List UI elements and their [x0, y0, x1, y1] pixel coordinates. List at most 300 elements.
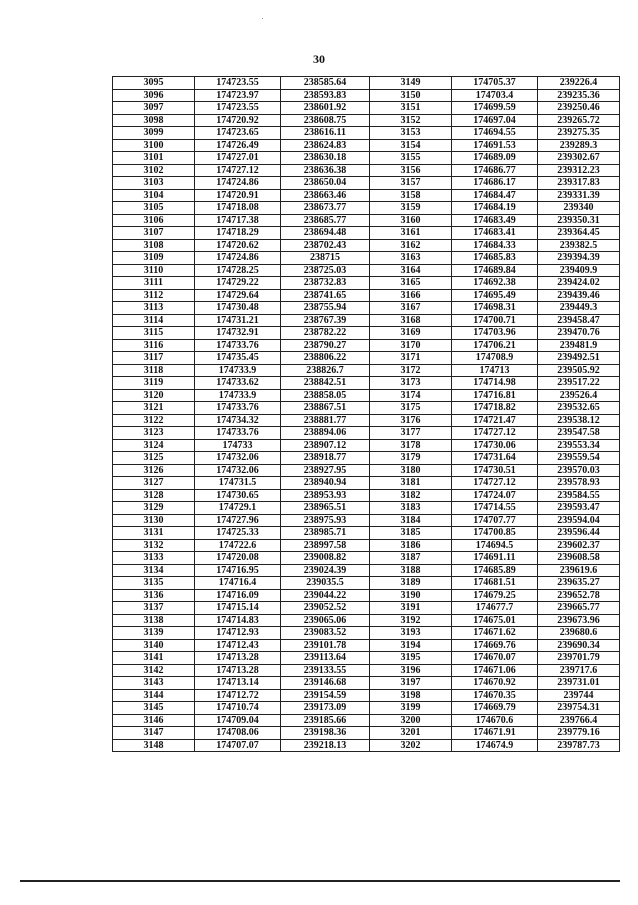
y-coordinate-left-cell: 238725.03 [281, 264, 370, 277]
point-number-right-cell: 3159 [370, 202, 452, 215]
y-coordinate-left-cell: 238601.92 [281, 102, 370, 115]
x-coordinate-right-cell: 174670.6 [452, 714, 538, 727]
point-number-left-cell: 3124 [113, 439, 195, 452]
x-coordinate-right-cell: 174703.4 [452, 89, 538, 102]
point-number-right-cell: 3188 [370, 564, 452, 577]
y-coordinate-right-cell: 239481.9 [538, 339, 620, 352]
point-number-right-cell: 3168 [370, 314, 452, 327]
table-row [113, 714, 620, 727]
y-coordinate-right-cell: 239731.01 [538, 677, 620, 690]
table-row [113, 702, 620, 715]
point-number-right-cell: 3157 [370, 177, 452, 190]
y-coordinate-left-cell: 239198.36 [281, 727, 370, 740]
point-number-right-cell: 3175 [370, 402, 452, 415]
x-coordinate-right-cell: 174681.51 [452, 577, 538, 590]
point-number-right-cell: 3191 [370, 602, 452, 615]
x-coordinate-right-cell: 174691.53 [452, 139, 538, 152]
y-coordinate-right-cell: 239275.35 [538, 127, 620, 140]
point-number-right-cell: 3200 [370, 714, 452, 727]
point-number-right-cell: 3183 [370, 502, 452, 515]
x-coordinate-right-cell: 174730.06 [452, 439, 538, 452]
x-coordinate-left-cell: 174729.64 [195, 289, 281, 302]
x-coordinate-left-cell: 174707.07 [195, 739, 281, 752]
x-coordinate-left-cell: 174712.93 [195, 627, 281, 640]
y-coordinate-right-cell: 239302.67 [538, 152, 620, 165]
point-number-left-cell: 3096 [113, 89, 195, 102]
point-number-right-cell: 3184 [370, 514, 452, 527]
x-coordinate-right-cell: 174669.76 [452, 639, 538, 652]
point-number-left-cell: 3130 [113, 514, 195, 527]
x-coordinate-right-cell: 174699.59 [452, 102, 538, 115]
y-coordinate-left-cell: 239101.78 [281, 639, 370, 652]
y-coordinate-right-cell: 239364.45 [538, 227, 620, 240]
point-number-left-cell: 3114 [113, 314, 195, 327]
x-coordinate-right-cell: 174707.77 [452, 514, 538, 527]
point-number-left-cell: 3140 [113, 639, 195, 652]
point-number-left-cell: 3148 [113, 739, 195, 752]
point-number-left-cell: 3129 [113, 502, 195, 515]
table-row [113, 589, 620, 602]
y-coordinate-right-cell: 239492.51 [538, 352, 620, 365]
y-coordinate-left-cell: 238650.04 [281, 177, 370, 190]
table-row [113, 152, 620, 165]
y-coordinate-left-cell: 238965.51 [281, 502, 370, 515]
point-number-left-cell: 3132 [113, 539, 195, 552]
y-coordinate-left-cell: 238985.71 [281, 527, 370, 540]
x-coordinate-left-cell: 174725.33 [195, 527, 281, 540]
point-number-left-cell: 3098 [113, 114, 195, 127]
point-number-left-cell: 3097 [113, 102, 195, 115]
y-coordinate-right-cell: 239754.31 [538, 702, 620, 715]
point-number-left-cell: 3135 [113, 577, 195, 590]
table-row [113, 464, 620, 477]
table-row [113, 364, 620, 377]
point-number-right-cell: 3164 [370, 264, 452, 277]
y-coordinate-left-cell: 238858.05 [281, 389, 370, 402]
y-coordinate-right-cell: 239505.92 [538, 364, 620, 377]
point-number-left-cell: 3113 [113, 302, 195, 315]
x-coordinate-left-cell: 174730.65 [195, 489, 281, 502]
x-coordinate-left-cell: 174734.32 [195, 414, 281, 427]
x-coordinate-left-cell: 174717.38 [195, 214, 281, 227]
table-row [113, 377, 620, 390]
x-coordinate-left-cell: 174728.25 [195, 264, 281, 277]
y-coordinate-left-cell: 239146.68 [281, 677, 370, 690]
y-coordinate-right-cell: 239458.47 [538, 314, 620, 327]
y-coordinate-left-cell: 239024.39 [281, 564, 370, 577]
point-number-right-cell: 3201 [370, 727, 452, 740]
point-number-right-cell: 3173 [370, 377, 452, 390]
page-number: 30 [313, 52, 325, 66]
y-coordinate-left-cell: 239185.66 [281, 714, 370, 727]
x-coordinate-left-cell: 174710.74 [195, 702, 281, 715]
point-number-left-cell: 3105 [113, 202, 195, 215]
table-row [113, 277, 620, 290]
x-coordinate-left-cell: 174722.6 [195, 539, 281, 552]
table-row [113, 389, 620, 402]
y-coordinate-right-cell: 239517.22 [538, 377, 620, 390]
y-coordinate-left-cell: 238593.83 [281, 89, 370, 102]
table-row [113, 252, 620, 265]
y-coordinate-right-cell: 239235.36 [538, 89, 620, 102]
point-number-left-cell: 3107 [113, 227, 195, 240]
table-row [113, 652, 620, 665]
y-coordinate-right-cell: 239602.37 [538, 539, 620, 552]
point-number-right-cell: 3170 [370, 339, 452, 352]
x-coordinate-right-cell: 174683.41 [452, 227, 538, 240]
coordinates-table [112, 76, 620, 752]
point-number-left-cell: 3127 [113, 477, 195, 490]
table-row [113, 614, 620, 627]
y-coordinate-right-cell: 239570.03 [538, 464, 620, 477]
x-coordinate-right-cell: 174669.79 [452, 702, 538, 715]
x-coordinate-left-cell: 174732.91 [195, 327, 281, 340]
y-coordinate-left-cell: 238732.83 [281, 277, 370, 290]
x-coordinate-left-cell: 174720.91 [195, 189, 281, 202]
x-coordinate-left-cell: 174733.9 [195, 364, 281, 377]
x-coordinate-right-cell: 174671.91 [452, 727, 538, 740]
table-row [113, 552, 620, 565]
point-number-left-cell: 3141 [113, 652, 195, 665]
x-coordinate-right-cell: 174685.89 [452, 564, 538, 577]
x-coordinate-right-cell: 174727.12 [452, 427, 538, 440]
y-coordinate-right-cell: 239317.83 [538, 177, 620, 190]
x-coordinate-right-cell: 174694.55 [452, 127, 538, 140]
point-number-right-cell: 3160 [370, 214, 452, 227]
table-row [113, 452, 620, 465]
x-coordinate-left-cell: 174732.06 [195, 452, 281, 465]
x-coordinate-left-cell: 174724.86 [195, 252, 281, 265]
table-row [113, 489, 620, 502]
y-coordinate-left-cell: 238616.11 [281, 127, 370, 140]
point-number-left-cell: 3122 [113, 414, 195, 427]
x-coordinate-left-cell: 174731.21 [195, 314, 281, 327]
point-number-right-cell: 3195 [370, 652, 452, 665]
y-coordinate-left-cell: 238997.58 [281, 539, 370, 552]
table-row [113, 727, 620, 740]
y-coordinate-right-cell: 239382.5 [538, 239, 620, 252]
point-number-left-cell: 3138 [113, 614, 195, 627]
x-coordinate-right-cell: 174674.9 [452, 739, 538, 752]
point-number-right-cell: 3196 [370, 664, 452, 677]
y-coordinate-left-cell: 238608.75 [281, 114, 370, 127]
point-number-left-cell: 3118 [113, 364, 195, 377]
point-number-right-cell: 3166 [370, 289, 452, 302]
point-number-left-cell: 3103 [113, 177, 195, 190]
point-number-right-cell: 3189 [370, 577, 452, 590]
point-number-right-cell: 3198 [370, 689, 452, 702]
point-number-left-cell: 3110 [113, 264, 195, 277]
y-coordinate-left-cell: 238624.83 [281, 139, 370, 152]
y-coordinate-left-cell: 238782.22 [281, 327, 370, 340]
y-coordinate-left-cell: 239113.64 [281, 652, 370, 665]
x-coordinate-right-cell: 174684.19 [452, 202, 538, 215]
point-number-right-cell: 3153 [370, 127, 452, 140]
y-coordinate-right-cell: 239265.72 [538, 114, 620, 127]
x-coordinate-right-cell: 174670.92 [452, 677, 538, 690]
x-coordinate-right-cell: 174684.33 [452, 239, 538, 252]
point-number-right-cell: 3149 [370, 77, 452, 90]
x-coordinate-left-cell: 174727.01 [195, 152, 281, 165]
y-coordinate-right-cell: 239250.46 [538, 102, 620, 115]
x-coordinate-left-cell: 174731.5 [195, 477, 281, 490]
x-coordinate-left-cell: 174733.76 [195, 339, 281, 352]
bottom-rule [20, 880, 620, 882]
point-number-right-cell: 3150 [370, 89, 452, 102]
table-row [113, 502, 620, 515]
point-number-left-cell: 3123 [113, 427, 195, 440]
table-row [113, 514, 620, 527]
table-row [113, 139, 620, 152]
point-number-right-cell: 3193 [370, 627, 452, 640]
y-coordinate-right-cell: 239538.12 [538, 414, 620, 427]
table-row [113, 677, 620, 690]
point-number-right-cell: 3152 [370, 114, 452, 127]
table-row [113, 327, 620, 340]
y-coordinate-left-cell: 238715 [281, 252, 370, 265]
y-coordinate-right-cell: 239701.79 [538, 652, 620, 665]
point-number-right-cell: 3180 [370, 464, 452, 477]
point-number-left-cell: 3146 [113, 714, 195, 727]
x-coordinate-left-cell: 174720.08 [195, 552, 281, 565]
y-coordinate-right-cell: 239619.6 [538, 564, 620, 577]
x-coordinate-right-cell: 174692.38 [452, 277, 538, 290]
point-number-right-cell: 3151 [370, 102, 452, 115]
y-coordinate-right-cell: 239449.3 [538, 302, 620, 315]
table-row [113, 89, 620, 102]
x-coordinate-right-cell: 174695.49 [452, 289, 538, 302]
x-coordinate-right-cell: 174671.06 [452, 664, 538, 677]
y-coordinate-right-cell: 239690.34 [538, 639, 620, 652]
y-coordinate-right-cell: 239593.47 [538, 502, 620, 515]
x-coordinate-left-cell: 174708.06 [195, 727, 281, 740]
y-coordinate-left-cell: 239218.13 [281, 739, 370, 752]
y-coordinate-left-cell: 238894.06 [281, 427, 370, 440]
x-coordinate-right-cell: 174697.04 [452, 114, 538, 127]
y-coordinate-right-cell: 239526.4 [538, 389, 620, 402]
x-coordinate-right-cell: 174683.49 [452, 214, 538, 227]
point-number-left-cell: 3112 [113, 289, 195, 302]
point-number-left-cell: 3145 [113, 702, 195, 715]
point-number-right-cell: 3192 [370, 614, 452, 627]
x-coordinate-left-cell: 174714.83 [195, 614, 281, 627]
y-coordinate-left-cell: 239154.59 [281, 689, 370, 702]
y-coordinate-right-cell: 239312.23 [538, 164, 620, 177]
x-coordinate-left-cell: 174709.04 [195, 714, 281, 727]
y-coordinate-left-cell: 238927.95 [281, 464, 370, 477]
x-coordinate-left-cell: 174715.14 [195, 602, 281, 615]
point-number-left-cell: 3137 [113, 602, 195, 615]
table-row [113, 602, 620, 615]
point-number-left-cell: 3143 [113, 677, 195, 690]
x-coordinate-right-cell: 174670.35 [452, 689, 538, 702]
y-coordinate-left-cell: 239035.5 [281, 577, 370, 590]
y-coordinate-right-cell: 239584.55 [538, 489, 620, 502]
y-coordinate-right-cell: 239665.77 [538, 602, 620, 615]
point-number-right-cell: 3163 [370, 252, 452, 265]
x-coordinate-right-cell: 174727.12 [452, 477, 538, 490]
point-number-left-cell: 3116 [113, 339, 195, 352]
y-coordinate-left-cell: 238685.77 [281, 214, 370, 227]
point-number-right-cell: 3177 [370, 427, 452, 440]
scan-speck [262, 18, 263, 19]
y-coordinate-right-cell: 239424.02 [538, 277, 620, 290]
point-number-left-cell: 3147 [113, 727, 195, 740]
y-coordinate-right-cell: 239439.46 [538, 289, 620, 302]
x-coordinate-left-cell: 174718.08 [195, 202, 281, 215]
y-coordinate-right-cell: 239608.58 [538, 552, 620, 565]
point-number-right-cell: 3190 [370, 589, 452, 602]
point-number-left-cell: 3126 [113, 464, 195, 477]
point-number-right-cell: 3161 [370, 227, 452, 240]
y-coordinate-right-cell: 239717.6 [538, 664, 620, 677]
y-coordinate-left-cell: 238806.22 [281, 352, 370, 365]
point-number-right-cell: 3158 [370, 189, 452, 202]
x-coordinate-right-cell: 174700.85 [452, 527, 538, 540]
x-coordinate-left-cell: 174727.96 [195, 514, 281, 527]
point-number-left-cell: 3099 [113, 127, 195, 140]
x-coordinate-right-cell: 174691.11 [452, 552, 538, 565]
point-number-left-cell: 3106 [113, 214, 195, 227]
x-coordinate-right-cell: 174718.82 [452, 402, 538, 415]
table-row [113, 227, 620, 240]
point-number-left-cell: 3111 [113, 277, 195, 290]
y-coordinate-right-cell: 239787.73 [538, 739, 620, 752]
point-number-right-cell: 3155 [370, 152, 452, 165]
x-coordinate-left-cell: 174712.43 [195, 639, 281, 652]
x-coordinate-right-cell: 174694.5 [452, 539, 538, 552]
table-row [113, 339, 620, 352]
y-coordinate-left-cell: 238881.77 [281, 414, 370, 427]
x-coordinate-left-cell: 174723.55 [195, 102, 281, 115]
x-coordinate-right-cell: 174714.55 [452, 502, 538, 515]
x-coordinate-right-cell: 174671.62 [452, 627, 538, 640]
x-coordinate-left-cell: 174723.55 [195, 77, 281, 90]
x-coordinate-left-cell: 174732.06 [195, 464, 281, 477]
x-coordinate-right-cell: 174689.09 [452, 152, 538, 165]
x-coordinate-left-cell: 174720.62 [195, 239, 281, 252]
point-number-right-cell: 3185 [370, 527, 452, 540]
x-coordinate-left-cell: 174729.22 [195, 277, 281, 290]
y-coordinate-left-cell: 238842.51 [281, 377, 370, 390]
x-coordinate-right-cell: 174686.77 [452, 164, 538, 177]
y-coordinate-right-cell: 239532.65 [538, 402, 620, 415]
point-number-right-cell: 3165 [370, 277, 452, 290]
x-coordinate-left-cell: 174716.09 [195, 589, 281, 602]
x-coordinate-right-cell: 174675.01 [452, 614, 538, 627]
table-row [113, 402, 620, 415]
y-coordinate-right-cell: 239409.9 [538, 264, 620, 277]
table-row [113, 439, 620, 452]
point-number-right-cell: 3174 [370, 389, 452, 402]
table-row [113, 314, 620, 327]
point-number-left-cell: 3134 [113, 564, 195, 577]
y-coordinate-left-cell: 238907.12 [281, 439, 370, 452]
y-coordinate-right-cell: 239559.54 [538, 452, 620, 465]
y-coordinate-left-cell: 239083.52 [281, 627, 370, 640]
point-number-left-cell: 3136 [113, 589, 195, 602]
y-coordinate-left-cell: 238585.64 [281, 77, 370, 90]
y-coordinate-left-cell: 238767.39 [281, 314, 370, 327]
x-coordinate-right-cell: 174713 [452, 364, 538, 377]
table-row [113, 689, 620, 702]
point-number-right-cell: 3179 [370, 452, 452, 465]
table-row [113, 527, 620, 540]
x-coordinate-right-cell: 174689.84 [452, 264, 538, 277]
y-coordinate-left-cell: 238702.43 [281, 239, 370, 252]
x-coordinate-left-cell: 174720.92 [195, 114, 281, 127]
x-coordinate-right-cell: 174698.31 [452, 302, 538, 315]
point-number-right-cell: 3171 [370, 352, 452, 365]
y-coordinate-left-cell: 238790.27 [281, 339, 370, 352]
x-coordinate-left-cell: 174723.97 [195, 89, 281, 102]
point-number-right-cell: 3156 [370, 164, 452, 177]
point-number-right-cell: 3199 [370, 702, 452, 715]
y-coordinate-left-cell: 238940.94 [281, 477, 370, 490]
x-coordinate-right-cell: 174716.81 [452, 389, 538, 402]
y-coordinate-left-cell: 238755.94 [281, 302, 370, 315]
x-coordinate-right-cell: 174705.37 [452, 77, 538, 90]
point-number-right-cell: 3197 [370, 677, 452, 690]
table-row [113, 564, 620, 577]
point-number-left-cell: 3120 [113, 389, 195, 402]
x-coordinate-left-cell: 174716.95 [195, 564, 281, 577]
point-number-left-cell: 3142 [113, 664, 195, 677]
x-coordinate-left-cell: 174735.45 [195, 352, 281, 365]
point-number-left-cell: 3100 [113, 139, 195, 152]
table-row [113, 577, 620, 590]
y-coordinate-right-cell: 239226.4 [538, 77, 620, 90]
table-row [113, 539, 620, 552]
point-number-right-cell: 3162 [370, 239, 452, 252]
x-coordinate-right-cell: 174708.9 [452, 352, 538, 365]
point-number-left-cell: 3128 [113, 489, 195, 502]
table-row [113, 77, 620, 90]
point-number-right-cell: 3182 [370, 489, 452, 502]
y-coordinate-left-cell: 239052.52 [281, 602, 370, 615]
y-coordinate-left-cell: 239044.22 [281, 589, 370, 602]
point-number-left-cell: 3102 [113, 164, 195, 177]
x-coordinate-left-cell: 174733 [195, 439, 281, 452]
x-coordinate-left-cell: 174713.14 [195, 677, 281, 690]
x-coordinate-right-cell: 174686.17 [452, 177, 538, 190]
y-coordinate-left-cell: 238918.77 [281, 452, 370, 465]
y-coordinate-right-cell: 239680.6 [538, 627, 620, 640]
table-row [113, 739, 620, 752]
point-number-left-cell: 3119 [113, 377, 195, 390]
x-coordinate-left-cell: 174716.4 [195, 577, 281, 590]
y-coordinate-right-cell: 239394.39 [538, 252, 620, 265]
table-row [113, 352, 620, 365]
y-coordinate-right-cell: 239553.34 [538, 439, 620, 452]
table-row [113, 164, 620, 177]
table-row [113, 289, 620, 302]
table-row [113, 414, 620, 427]
point-number-left-cell: 3144 [113, 689, 195, 702]
point-number-right-cell: 3169 [370, 327, 452, 340]
y-coordinate-left-cell: 238953.93 [281, 489, 370, 502]
point-number-left-cell: 3108 [113, 239, 195, 252]
point-number-left-cell: 3139 [113, 627, 195, 640]
table-row [113, 302, 620, 315]
y-coordinate-left-cell: 239133.55 [281, 664, 370, 677]
table-row [113, 664, 620, 677]
x-coordinate-right-cell: 174684.47 [452, 189, 538, 202]
coordinates-table-body [113, 77, 620, 752]
y-coordinate-left-cell: 238867.51 [281, 402, 370, 415]
table-row [113, 477, 620, 490]
table-row [113, 114, 620, 127]
